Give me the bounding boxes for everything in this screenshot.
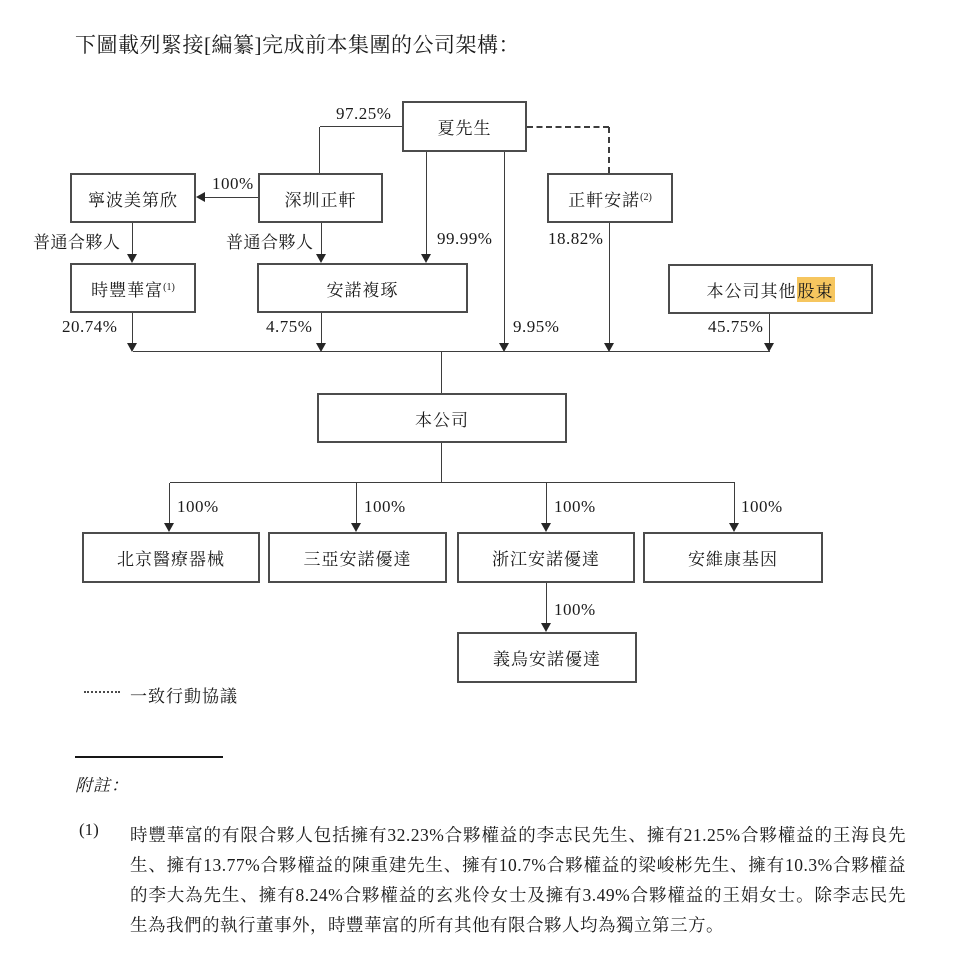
node-company xyxy=(317,393,567,443)
node-label: 時豐華富 xyxy=(91,280,164,300)
arrowhead-annuofuzhuo-gp xyxy=(316,254,326,263)
arrowhead-sanya xyxy=(351,523,361,532)
notes-heading: 附註： xyxy=(75,776,129,795)
arrowhead-left-ningbo xyxy=(196,192,205,202)
connector-zhengxuanannuo-company xyxy=(609,223,610,344)
highlighted-term: 股東 xyxy=(797,277,835,302)
connector-zhejiang-yiwu xyxy=(546,583,547,624)
pct-label-yiwu: 100% xyxy=(554,600,596,619)
pct-label-xia-company: 9.95% xyxy=(513,317,560,336)
node-ningbo-meidixin xyxy=(70,173,196,223)
connector-company-zhejiang xyxy=(546,483,547,524)
connector-company-sanya xyxy=(356,483,357,524)
connector-others-bus xyxy=(769,314,770,344)
node-label: 本公司其他 xyxy=(706,281,797,301)
node-label: 夏先生 xyxy=(437,119,492,138)
node-label: 寧波美第欣 xyxy=(88,190,178,210)
connector-ningbo-shifeng xyxy=(132,223,133,255)
node-label: 安維康基因 xyxy=(688,550,778,569)
node-other-shareholders xyxy=(668,264,873,314)
pct-label-zhejiang: 100% xyxy=(554,497,596,516)
node-zhengxuan-annuo: 正軒安諾 (2) xyxy=(547,173,673,223)
connector-company-bus2 xyxy=(441,443,442,483)
node-label: 安諾複琢 xyxy=(326,280,399,300)
shareholder-bus-line xyxy=(133,351,770,352)
pct-label-beijing: 100% xyxy=(177,497,219,516)
connector-bus-company xyxy=(441,352,442,393)
page-title: 下圖載列緊接[編纂]完成前本集團的公司架構： xyxy=(75,33,520,57)
node-shifeng-huafu: 時豐華富 (1) xyxy=(70,263,196,313)
connector-xia-annuofuzhuo xyxy=(426,152,427,256)
subsidiary-bus-line xyxy=(170,482,735,483)
pct-label-annuofuzhuo: 4.75% xyxy=(266,317,313,336)
arrowhead-zhejiang xyxy=(541,523,551,532)
note-1-marker: (1) xyxy=(79,820,99,839)
arrowhead-yiwu xyxy=(541,623,551,632)
gp-label-left: 普通合夥人 xyxy=(33,233,121,252)
connector-shenzhen-ningbo xyxy=(205,197,258,198)
pct-label-xia-shenzhen: 97.25% xyxy=(336,104,392,123)
gp-label-right: 普通合夥人 xyxy=(226,233,314,252)
connector-annuofuzhuo-bus xyxy=(321,313,322,344)
pct-label-shenzhen-ningbo: 100% xyxy=(212,174,254,193)
node-annuo-fuzhuo xyxy=(257,263,468,313)
node-label: 本公司 xyxy=(415,410,469,430)
acting-in-concert-dash-h xyxy=(527,126,609,128)
pct-label-shifeng: 20.74% xyxy=(62,317,118,336)
connector-company-anweikang xyxy=(734,483,735,524)
connector-shenzhen-annuofuzhuo xyxy=(321,223,322,255)
node-label: 浙江安諾優達 xyxy=(492,550,600,569)
note-1-text: 時豐華富的有限合夥人包括擁有32.23%合夥權益的李志民先生、擁有21.25%合夥權益的王海良先生、擁有13.77%合夥權益的陳重建先生、擁有10.7%合夥權益的梁峻彬先生、擁有10.3%合夥權益的李大為先生、擁有8.24%合夥權益的玄兆伶女士及擁有3.49%合夥權益的王娟女士。除李志民先生為我們的執行董事外，時豐華富的所有其他有限合夥人均為獨立第三方。 xyxy=(130,825,906,935)
connector-shifeng-bus xyxy=(132,313,133,344)
arrowhead-annuofuzhuo xyxy=(421,254,431,263)
node-label: 三亞安諾優達 xyxy=(303,550,412,569)
node-sanya-annoroad xyxy=(268,532,447,583)
node-anweikang-gene xyxy=(643,532,823,583)
acting-in-concert-line-swatch xyxy=(84,691,120,693)
node-label: 正軒安諾 xyxy=(568,190,641,210)
node-shenzhen-zhengxuan xyxy=(258,173,383,223)
acting-in-concert-dash-v xyxy=(608,127,610,173)
legend-label: 一致行動協議 xyxy=(130,687,238,706)
pct-label-sanya: 100% xyxy=(364,497,406,516)
node-label: 深圳正軒 xyxy=(284,190,357,210)
arrowhead-beijing xyxy=(164,523,174,532)
node-label: 北京醫療器械 xyxy=(117,550,225,569)
node-beijing-medical xyxy=(82,532,260,583)
arrowhead-anweikang xyxy=(729,523,739,532)
pct-label-anweikang: 100% xyxy=(741,497,783,516)
connector-xia-shenzhen-v xyxy=(319,127,320,173)
pct-label-xia-annuofuzhuo: 99.99% xyxy=(437,229,493,248)
connector-company-beijing xyxy=(169,483,170,524)
node-zhejiang-annoroad xyxy=(457,532,635,583)
connector-xia-shenzhen-h xyxy=(320,126,402,127)
node-mr-xia xyxy=(402,101,527,152)
pct-label-others: 45.75% xyxy=(708,317,764,336)
notes-divider xyxy=(75,756,223,758)
node-label: 義烏安諾優達 xyxy=(493,650,601,669)
connector-xia-company xyxy=(504,152,505,344)
node-yiwu-annoroad xyxy=(457,632,637,683)
arrowhead-shifeng xyxy=(127,254,137,263)
pct-label-zhengxuanannuo: 18.82% xyxy=(548,229,604,248)
